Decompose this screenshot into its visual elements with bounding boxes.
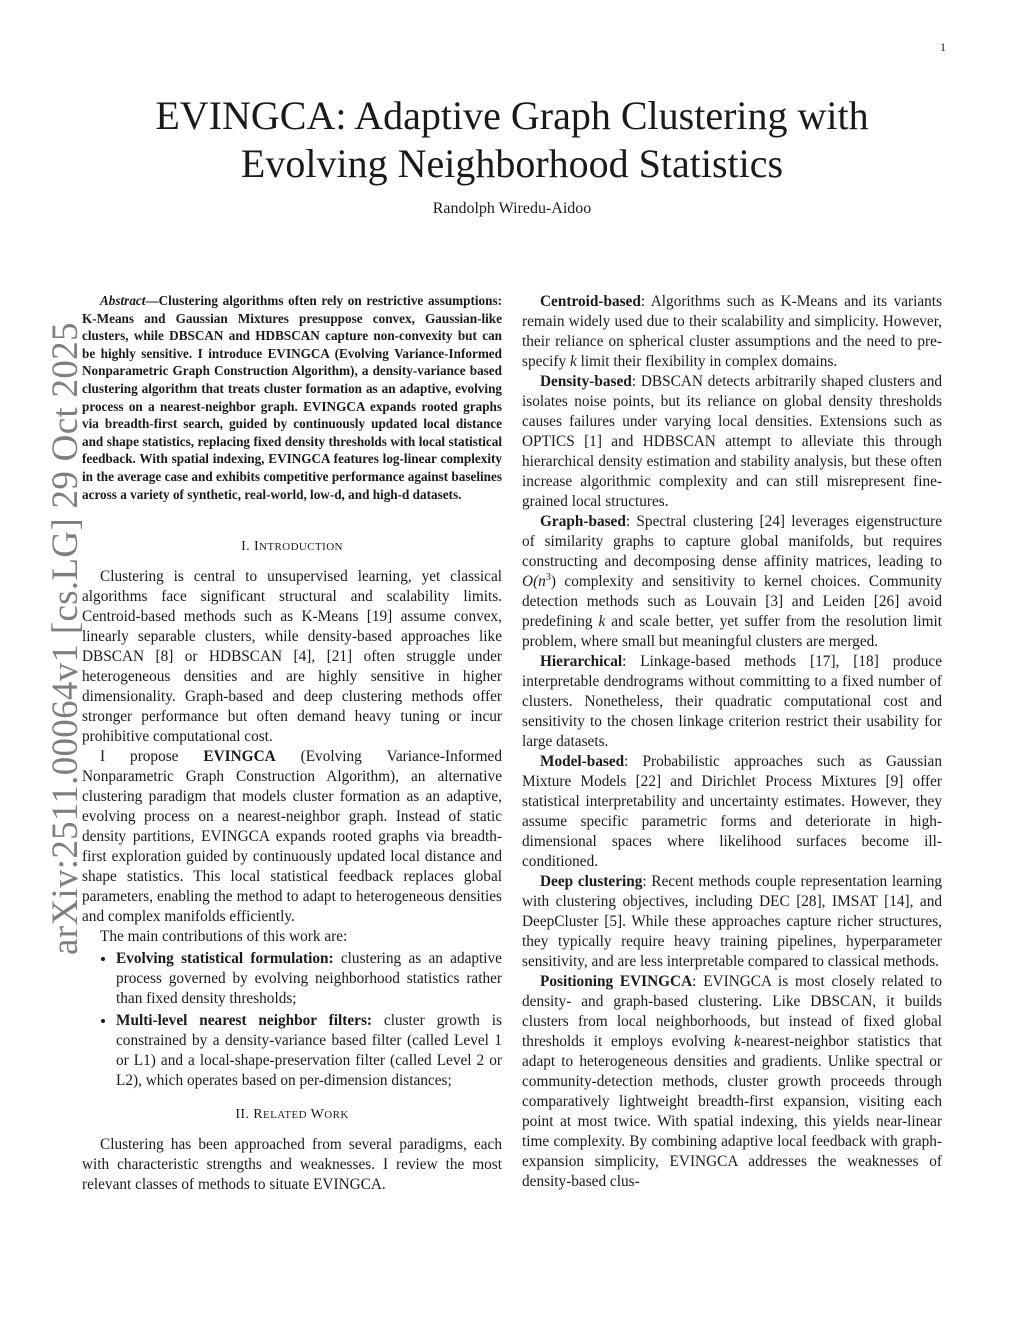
text-run: complexity and sensitivity to kernel choices. Community detection methods such as Louvain [3] and Leiden [26] avoid predefining — [522, 573, 942, 630]
section-numeral: II. — [235, 1107, 250, 1123]
contribution-title: Evolving statistical formulation: — [116, 950, 334, 968]
left-column — [82, 292, 502, 1195]
paragraph-model-based — [522, 752, 942, 872]
run-in-heading: Hierarchical — [540, 653, 623, 670]
abstract-label: Abstract — [100, 293, 146, 308]
text-run: and scale better, yet suffer from the resolution limit problem, where small but meaningful clusters are merged. — [522, 613, 942, 650]
paragraph-deep-clustering — [522, 872, 942, 972]
heading-initial: R — [253, 1107, 263, 1123]
section-heading-introduction — [82, 537, 502, 557]
text-run: : Linkage-based methods [17], [18] produce interpretable dendrograms without committing to a fixed number of clusters. Nonetheless, their quadratic computational cost and sensitivity to the chosen linkage criterion restrict their usability for large datasets. — [522, 653, 942, 750]
math-variable: O — [522, 573, 534, 590]
method-name-bold: EVINGCA — [203, 748, 276, 766]
text-run: : EVINGCA is most closely related to density- and graph-based clustering. Like DBSCAN, it builds clusters from local neighborhoods, but instead of fixed global thresholds it employs evolving — [522, 973, 942, 1050]
paragraph-graph-based — [522, 512, 942, 652]
page-number: 1 — [940, 40, 946, 54]
abstract — [82, 292, 502, 503]
heading-initial: I — [253, 539, 260, 555]
paragraph-hierarchical — [522, 652, 942, 752]
math-paren: ) — [550, 573, 556, 590]
text-run: : Recent methods couple representation learning with clustering objectives, including DEC [28], IMSAT [14], and DeepCluster [5]. While these approaches capture richer structures, they typically require heavy training pipelines, hyperparameter sensitivity, and are less interpretable compared to classical methods. — [522, 873, 942, 970]
contributions-list — [82, 949, 502, 1091]
paragraph-positioning — [522, 972, 942, 1192]
math-variable: (n — [533, 573, 546, 590]
paper-title — [0, 92, 1024, 188]
paragraph-density-based — [522, 372, 942, 512]
text-run: : Algorithms such as K-Means and its variants remain widely used due to their scalability and simplicity. However, their reliance on spherical cluster assumptions and the need to pre-specify — [522, 293, 942, 370]
text-run: limit their flexibility in complex domains. — [576, 353, 838, 370]
intro-paragraph-2 — [82, 747, 502, 927]
title-line-2: Evolving Neighborhood Statistics — [240, 141, 784, 186]
run-in-heading: Positioning EVINGCA — [540, 973, 693, 990]
related-work-paragraph-1: Clustering has been approached from several paradigms, each with characteristic strengths and weaknesses. I review the most relevant classes of methods to situate EVINGCA. — [82, 1136, 502, 1194]
intro-paragraph-1: Clustering is central to unsupervised learning, yet classical algorithms face significant structural and scalability limits. Centroid-based methods such as K-Means [19] assume convex, linearly separable clusters, while density-based approaches like DBSCAN [8] or HDBSCAN [4], [21] often struggle under heterogeneous densities and are highly sensitive in higher dimensionality. Graph-based and deep clustering methods offer stronger performance but often demand heavy tuning or incur prohibitive computational cost. — [82, 568, 502, 746]
arxiv-identifier-stamp[interactable]: arXiv:2511.00064v1 [cs.LG] 29 Oct 2025 — [45, 322, 86, 955]
author-name: Randolph Wiredu-Aidoo — [432, 200, 592, 217]
text-run: : Spectral clustering [24] leverages eigenstructure of similarity graphs to capture global manifolds, but requires constructing and decomposing dense affinity matrices, leading to — [522, 513, 942, 570]
list-item — [116, 1011, 502, 1091]
run-in-heading: Graph-based — [540, 513, 626, 530]
abstract-text: —Clustering algorithms often rely on restrictive assumptions: K-Means and Gaussian Mixtures presuppose convex, Gaussian-like clusters, while DBSCAN and HDBSCAN capture non-convexity but can be highly sensitive. I introduce EVINGCA (Evolving Variance-Informed Nonparametric Graph Construction Algorithm), a density-variance based clustering algorithm that treats cluster formation as an adaptive, evolving process on a nearest-neighbor graph. EVINGCA expands rooted graphs via breadth-first search, guided by continuously updated local distance and shape statistics, replacing fixed density thresholds with local statistical feedback. With spatial indexing, EVINGCA features log-linear complexity in the average case and exhibits competitive performance against baselines across a variety of synthetic, real-world, low-d, and high-d datasets. — [82, 293, 502, 502]
heading-initial: W — [310, 1107, 325, 1123]
text-run: I propose — [100, 748, 204, 766]
heading-smallcaps: NTRODUCTION — [259, 541, 343, 554]
title-line-1: EVINGCA: Adaptive Graph Clustering with — [155, 93, 869, 138]
math-variable: k — [598, 613, 606, 630]
right-column — [522, 292, 942, 1192]
math-exponent: 3 — [545, 571, 551, 583]
run-in-heading: Deep clustering — [540, 873, 643, 890]
contribution-text: cluster growth is constrained by a density-variance based filter (called Level 1 or L1) and a local-shape-preservation filter (called Level 2 or L2), which operates based on per-dimension distances; — [116, 1012, 502, 1090]
list-item — [116, 949, 502, 1009]
heading-smallcaps: ELATED — [263, 1109, 307, 1122]
run-in-heading: Density-based — [540, 373, 632, 390]
paragraph-centroid-based — [522, 292, 942, 372]
section-numeral: I. — [241, 539, 251, 555]
math-variable: k — [570, 353, 577, 370]
text-run: -nearest-neighbor statistics that adapt to heterogeneous densities and gradients. Unlike spectral or community-detection methods, cluster growth proceeds through comparatively lightweight breadth-first expansion, visiting each point at most twice. With spatial indexing, this yields near-linear time complexity. By combining adaptive local feedback with graph-expansion simplicity, EVINGCA addresses the weaknesses of density-based clus- — [522, 1033, 942, 1190]
text-run: : DBSCAN detects arbitrarily shaped clusters and isolates noise points, but its reliance on global density thresholds causes failures under varying local densities. Extensions such as OPTICS [1] and HDBSCAN attempt to alleviate this through hierarchical density estimation and stability analysis, but these often increase algorithmic complexity and can still misrepresent fine-grained local structures. — [522, 373, 942, 510]
text-run: (Evolving Variance-Informed Nonparametric Graph Construction Algorithm), an alternative clustering paradigm that models cluster formation as an adaptive, evolving process on a nearest-neighbor graph. Instead of static density partitions, EVINGCA expands rooted graphs via breadth-first exploration guided by continuously updated local distance and shape statistics. This local statistical feedback replaces global parameters, enabling the method to adapt to heterogeneous densities and complex manifolds efficiently. — [82, 748, 502, 926]
text-run: : Probabilistic approaches such as Gaussian Mixture Models [22] and Dirichlet Process Mixtures [9] offer statistical interpretability and uncertainty estimates. However, they assume specific parametric forms and deteriorate in high-dimensional spaces where likelihood surfaces become ill-conditioned. — [522, 753, 942, 870]
run-in-heading: Model-based — [540, 753, 625, 770]
intro-paragraph-3: The main contributions of this work are: — [100, 928, 348, 946]
run-in-heading: Centroid-based — [540, 293, 641, 310]
section-heading-related-work — [82, 1105, 502, 1125]
contribution-text: clustering as an adaptive process governed by evolving neighborhood statistics rather than fixed density thresholds; — [116, 950, 502, 1008]
heading-smallcaps: ORK — [324, 1109, 349, 1122]
math-variable: k — [734, 1033, 741, 1050]
contribution-title: Multi-level nearest neighbor filters: — [116, 1012, 373, 1030]
